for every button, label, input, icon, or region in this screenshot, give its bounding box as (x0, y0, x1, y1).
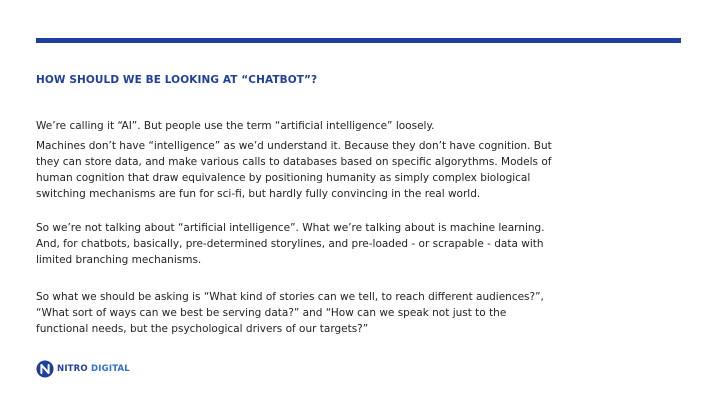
paragraph-ai-definition (36, 118, 556, 202)
paragraph-body: Machines don’t have “intelligence” as we’d understand it. Because they don’t have cognition. But they can store data, and make various calls to databases based on specific algorythms. Models of human cognition that draw equivalence by positioning humanity as simply complex biological switching mechanisms are fun for sci-fi, but hardly fully convincing in the real world. (36, 140, 552, 200)
brand-logo (36, 359, 130, 379)
brand-name (57, 364, 130, 374)
paragraph-machine-learning: So we’re not talking about “artificial intelligence”. What we’re talking about is machine learning. And, for chatbots, basically, pre-determined storylines, and pre-loaded - or scrapable - data with limited branching mechanisms. (36, 222, 545, 266)
brand-word-digital: DIGITAL (91, 364, 130, 374)
paragraph-line: We’re calling it “AI”. But people use the term “artificial intelligence” loosely. (36, 120, 435, 132)
slide-heading: HOW SHOULD WE BE LOOKING AT “CHATBOT”? (36, 74, 318, 86)
nitro-n-circle-icon (36, 360, 54, 378)
brand-word-nitro: NITRO (57, 364, 88, 374)
top-accent-bar (36, 38, 681, 43)
paragraph-questions: So what we should be asking is “What kind of stories can we tell, to reach different audiences?”, “What sort of ways can we best be serving data?” and “How can we speak not just to the functional needs, but the psychological drivers of our targets?” (36, 291, 544, 335)
